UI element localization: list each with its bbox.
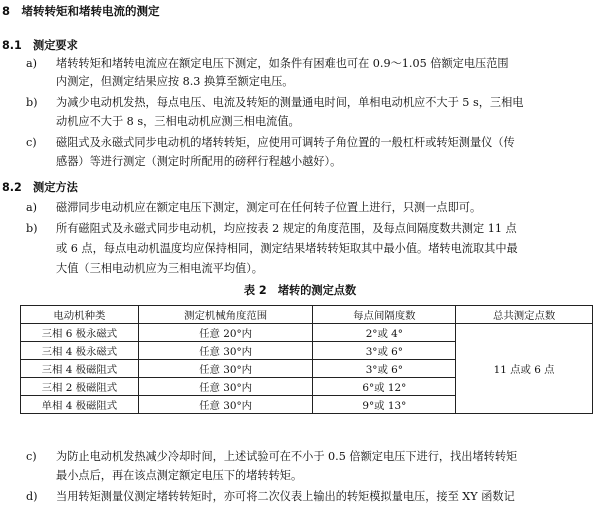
req-b-line1: 为减少电动机发热，每点电压、电流及转矩的测量通电时间，单相电动机应不大于 5 s，三相电	[56, 96, 524, 109]
table-header-cell: 每点间隔度数	[313, 306, 456, 324]
measurement-points-table	[20, 305, 593, 414]
table-cell: 9°或 13°	[313, 396, 456, 414]
requirements-heading: 8.1 测定要求	[2, 39, 78, 52]
meth-b-line2: 或 6 点，每点电动机温度均应保持相同，测定结果堵转转矩取其中最小值。堵转电流取其中最	[56, 242, 518, 255]
meth-b-label: b)	[26, 222, 38, 235]
req-c-line2: 感器）等进行测定（测定时所配用的磅秤行程越小越好）。	[56, 155, 342, 168]
table-cell: 任意 30°内	[138, 378, 313, 396]
table-cell: 3°或 6°	[313, 360, 456, 378]
table-cell: 2°或 4°	[313, 324, 456, 342]
meth-b-line1: 所有磁阻式及永磁式同步电动机，均应按表 2 规定的角度范围，及每点间隔度数共测定 11 点	[56, 222, 517, 235]
table-cell: 三相 4 极永磁式	[21, 342, 139, 360]
req-a-label: a)	[26, 57, 38, 70]
table-cell: 6°或 12°	[313, 378, 456, 396]
table-header-cell: 电动机种类	[21, 306, 139, 324]
req-c-line1: 磁阻式及永磁式同步电动机的堵转转矩，应使用可调转子角位置的一般杠杆或转矩测量仪（传	[56, 136, 515, 149]
meth-a-line1: 磁滞同步电动机应在额定电压下测定，测定可在任何转子位置上进行，只测一点即可。	[56, 201, 482, 214]
req-a-line2: 内测定，但测定结果应按 8.3 换算至额定电压。	[56, 75, 294, 88]
meth-a-label: a)	[26, 201, 38, 214]
table-cell: 任意 30°内	[138, 342, 313, 360]
table-header-cell: 总共测定点数	[456, 306, 593, 324]
table-cell: 任意 30°内	[138, 360, 313, 378]
table-cell: 3°或 6°	[313, 342, 456, 360]
methods-heading: 8.2 测定方法	[2, 181, 78, 194]
req-b-label: b)	[26, 96, 38, 109]
req-a-line1: 堵转转矩和堵转电流应在额定电压下测定，如条件有困难也可在 0.9～1.05 倍额定电压范围	[56, 57, 509, 70]
section-title: 8 堵转转矩和堵转电流的测定	[2, 4, 160, 18]
req-c-label: c)	[26, 136, 37, 149]
table-row	[21, 324, 593, 342]
after-d-label: d)	[26, 490, 38, 503]
after-c-line1: 为防止电动机发热减少冷却时间，上述试验可在不小于 0.5 倍额定电压下进行，找出堵转转矩	[56, 450, 518, 463]
table-cell: 三相 2 极磁阻式	[21, 378, 139, 396]
table-caption: 表 2 堵转的测定点数	[243, 284, 357, 297]
after-d-line1: 当用转矩测量仪测定堵转转矩时，亦可将二次仪表上输出的转矩模拟量电压，接至 XY 函数记	[56, 490, 515, 503]
after-c-label: c)	[26, 450, 37, 463]
table-header-cell: 测定机械角度范围	[138, 306, 313, 324]
table-cell: 单相 4 极磁阻式	[21, 396, 139, 414]
meth-b-line3: 大值（三相电动机应为三相电流平均值）。	[56, 262, 263, 275]
total-points-cell: 11 点或 6 点	[456, 324, 593, 414]
table-cell: 任意 20°内	[138, 324, 313, 342]
table-header-row	[21, 306, 593, 324]
table-cell: 三相 4 极磁阻式	[21, 360, 139, 378]
after-c-line2: 最小点后，再在该点测定额定电压下的堵转转矩。	[56, 469, 303, 482]
table-cell: 三相 6 极永磁式	[21, 324, 139, 342]
table-cell: 任意 30°内	[138, 396, 313, 414]
req-b-line2: 动机应不大于 8 s，三相电动机应测三相电流值。	[56, 115, 300, 128]
